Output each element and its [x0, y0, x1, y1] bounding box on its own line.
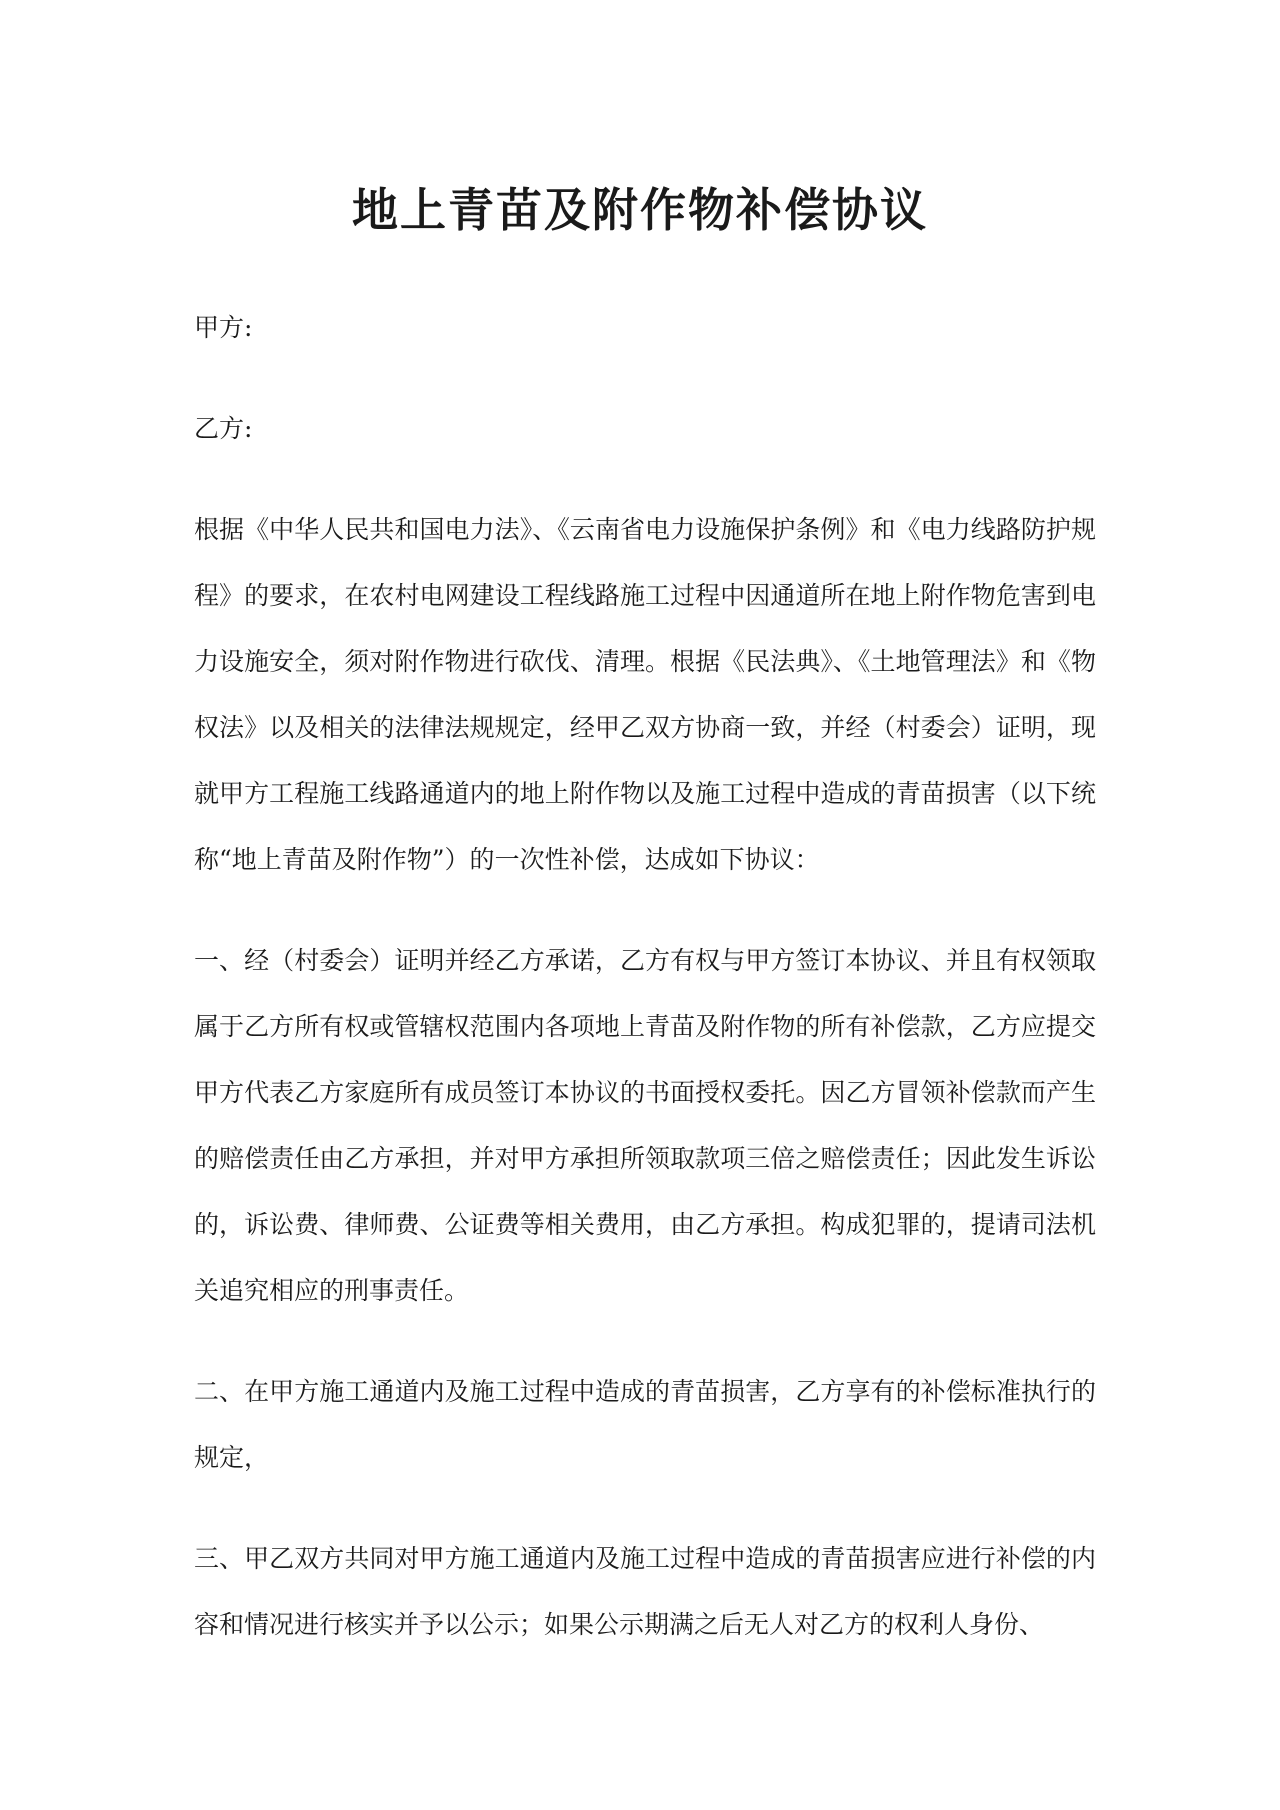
clause-3: 三、甲乙双方共同对甲方施工通道内及施工过程中造成的青苗损害应进行补偿的内容和情况进行核实并予以公示；如果公示期满之后无人对乙方的权利人身份、: [194, 1544, 1096, 1639]
clause-1: 一、经（村委会）证明并经乙方承诺，乙方有权与甲方签订本协议、并且有权领取属于乙方所有权或管辖权范围内各项地上青苗及附作物的所有补偿款，乙方应提交甲方代表乙方家庭所有成员签订本协议的书面授权委托。因乙方冒领补偿款而产生的赔偿责任由乙方承担，并对甲方承担所领取款项三倍之赔偿责任；因此发生诉讼的，诉讼费、律师费、公证费等相关费用，由乙方承担。构成犯罪的，提请司法机关追究相应的刑事责任。: [194, 946, 1096, 1305]
document-body: [194, 295, 1096, 1693]
party-a-label: 甲方:: [194, 313, 253, 342]
preamble-paragraph: 根据《中华人民共和国电力法》、《云南省电力设施保护条例》和《电力线路防护规程》的要求，在农村电网建设工程线路施工过程中因通道所在地上附作物危害到电力设施安全，须对附作物进行砍伐、清理。根据《民法典》、《土地管理法》和《物权法》以及相关的法律法规规定，经甲乙双方协商一致，并经（村委会）证明，现就甲方工程施工线路通道内的地上附作物以及施工过程中造成的青苗损害（以下统称“地上青苗及附作物”）的一次性补偿，达成如下协议：: [194, 515, 1096, 874]
party-b-label: 乙方:: [194, 414, 253, 443]
clause-2: 二、在甲方施工通道内及施工过程中造成的青苗损害，乙方享有的补偿标准执行的规定，: [194, 1377, 1096, 1472]
document-title: 地上青苗及附作物补偿协议: [352, 183, 928, 237]
